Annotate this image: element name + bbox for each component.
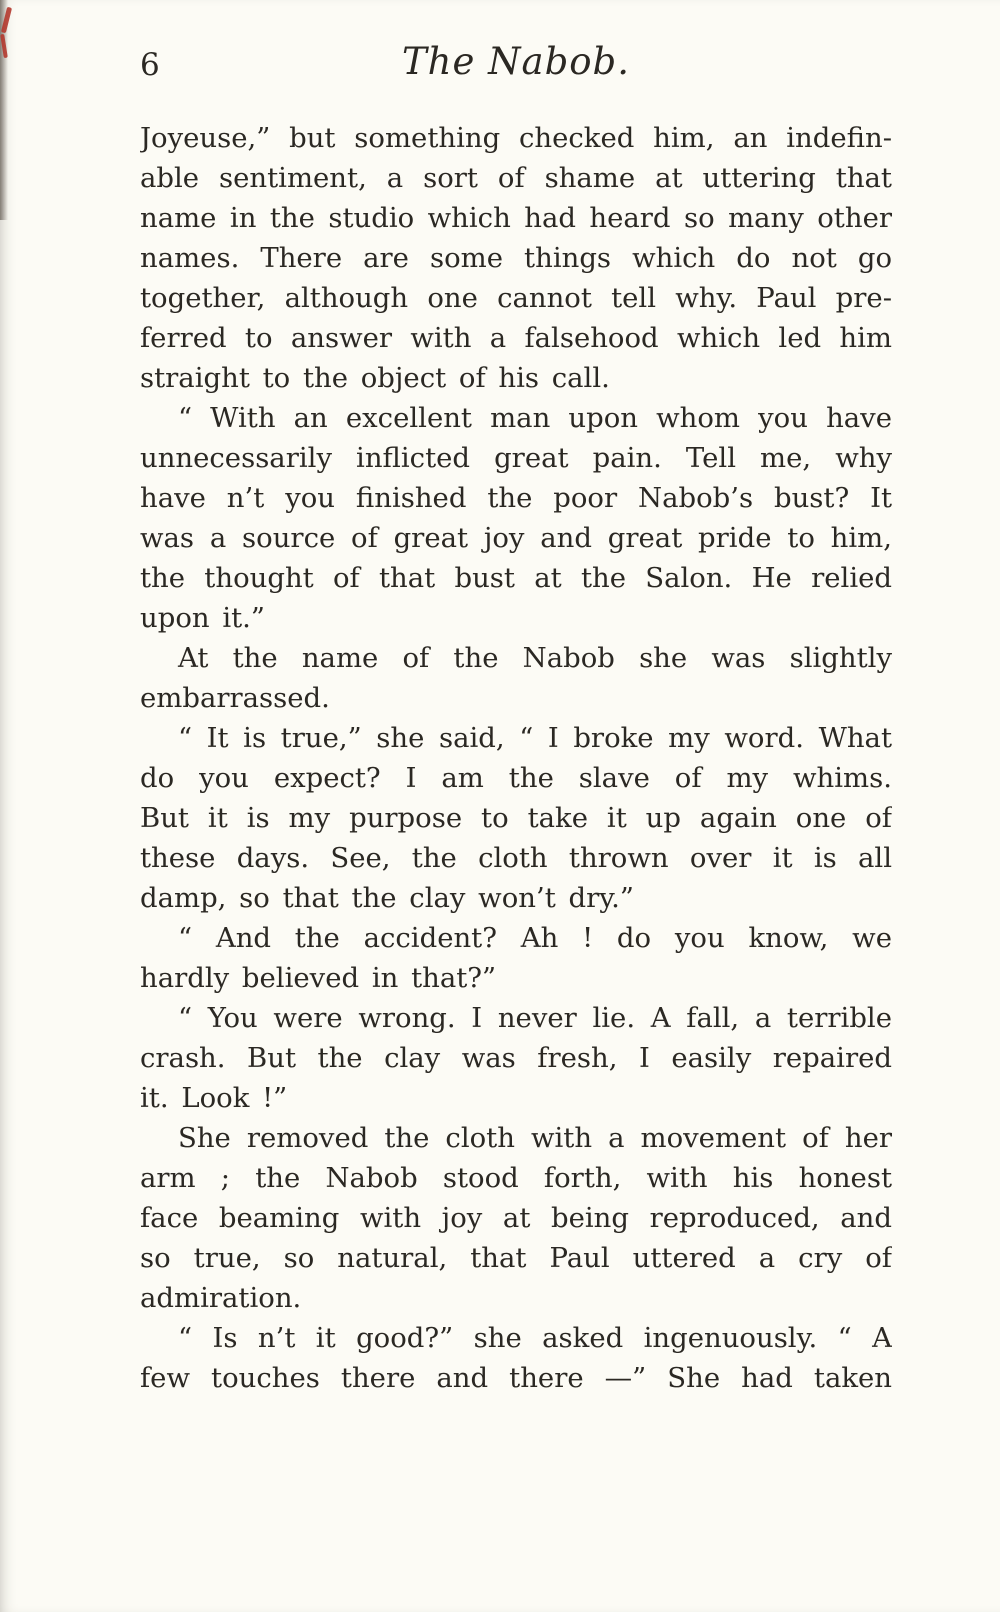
text-line: But it is my purpose to take it up again one of [140,802,892,834]
text-line: At the name of the Nabob she was slightly [178,642,892,674]
text-line: crash. But the clay was fresh, I easily repaired [140,1042,892,1074]
text-block [140,118,892,1398]
red-scan-mark [0,34,8,58]
text-line: together, although one cannot tell why. Paul pre- [140,282,892,314]
running-title: The Nabob. [401,40,630,83]
text-line: these days. See, the cloth thrown over it is all [140,842,892,874]
text-line: embarrassed. [140,682,330,714]
paragraph [140,1318,892,1398]
paragraph [140,998,892,1118]
text-line: “ You were wrong. I never lie. A fall, a terrible [178,1002,892,1034]
text-line: few touches there and there —” She had taken [140,1362,892,1394]
red-scan-mark [1,7,12,33]
text-line: straight to the object of his call. [140,362,610,394]
text-line: unnecessarily inflicted great pain. Tell me, why [140,442,892,474]
text-line: admiration. [140,1282,302,1314]
text-line: face beaming with joy at being reproduced, and [140,1202,892,1234]
paragraph [140,398,892,638]
text-line: upon it.” [140,602,265,634]
text-line: the thought of that bust at the Salon. He relied [140,562,892,594]
text-line: “ Is n’t it good?” she asked ingenuously. “ A [178,1322,892,1354]
text-line: hardly believed in that?” [140,962,497,994]
text-line: able sentiment, a sort of shame at uttering that [140,162,892,194]
text-line: so true, so natural, that Paul uttered a cry of [140,1242,892,1274]
text-line: ferred to answer with a falsehood which led him [140,322,892,354]
text-line: “ And the accident? Ah ! do you know, we [178,922,892,954]
page-number: 6 [140,47,160,83]
paragraph [140,1118,892,1318]
text-line: arm ; the Nabob stood forth, with his honest [140,1162,892,1194]
text-line: “ It is true,” she said, “ I broke my word. What [178,722,892,754]
text-line: damp, so that the clay won’t dry.” [140,882,634,914]
text-line: names. There are some things which do not go [140,242,892,274]
paragraph [140,118,892,398]
text-line: Joyeuse,” but something checked him, an indefin- [140,122,892,154]
text-line: it. Look !” [140,1082,288,1114]
text-line: “ With an excellent man upon whom you have [178,402,892,434]
paragraph [140,638,892,718]
text-line: have n’t you finished the poor Nabob’s bust? It [140,482,892,514]
text-line: She removed the cloth with a movement of her [178,1122,892,1154]
text-line: name in the studio which had heard so many other [140,202,892,234]
paragraph [140,918,892,998]
text-line: was a source of great joy and great pride to him, [140,522,892,554]
paragraph [140,718,892,918]
text-line: do you expect? I am the slave of my whims. [140,762,892,794]
